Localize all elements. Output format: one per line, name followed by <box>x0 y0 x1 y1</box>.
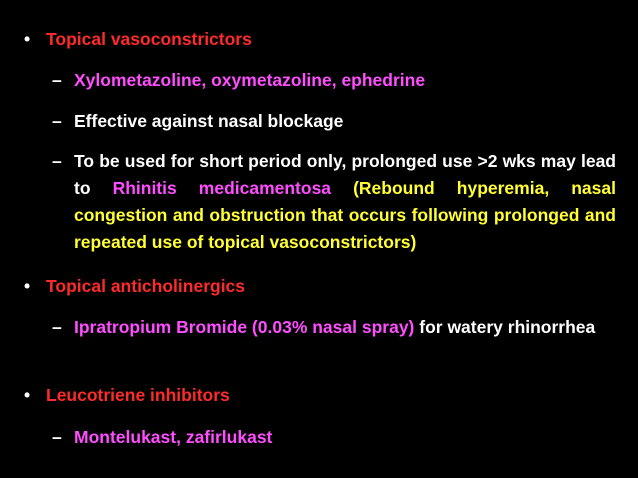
dash-glyph: – <box>52 317 62 337</box>
rhinitis-medicamentosa-term: Rhinitis medicamentosa <box>112 178 332 198</box>
short-period-use-text: To be used for short period only, prolonged use >2 wks may lead to <box>74 151 616 198</box>
bullet-glyph: • <box>24 276 31 296</box>
heading-topical-vasoconstrictors: Topical vasoconstrictors <box>46 29 252 49</box>
watery-rhinorrhea-text: for watery rhinorrhea <box>414 317 596 337</box>
vasoconstrictor-drugs-text: Xylometazoline, oxymetazoline, ephedrine <box>74 70 426 90</box>
rebound-hyperemia-note: (Rebound hyperemia, nasal congestion and obstruction that occurs following prolonged and repeated use of topical vasoconstrictors) <box>74 178 616 252</box>
dash-glyph: – <box>52 111 62 131</box>
dash-glyph: – <box>52 427 62 447</box>
subitem-montelukast <box>52 424 616 451</box>
short-period-use-paragraph <box>74 148 616 256</box>
montelukast-text: Montelukast, zafirlukast <box>74 427 273 447</box>
heading-topical-anticholinergics: Topical anticholinergics <box>46 276 246 296</box>
ipratropium-drug-text: Ipratropium Bromide (0.03% nasal spray) <box>74 317 415 337</box>
subitem-ipratropium <box>52 314 616 341</box>
bullet-glyph: • <box>24 29 31 49</box>
nasal-blockage-text: Effective against nasal blockage <box>74 111 344 131</box>
subitem-vasoconstrictor-drugs <box>52 67 616 94</box>
subitem-nasal-blockage <box>52 108 616 135</box>
ipratropium-paragraph <box>74 314 616 341</box>
heading-leucotriene-inhibitors: Leucotriene inhibitors <box>46 385 230 405</box>
dash-glyph: – <box>52 151 62 171</box>
bullet-glyph: • <box>24 385 31 405</box>
subitem-short-period-use <box>52 148 616 256</box>
dash-glyph: – <box>52 70 62 90</box>
